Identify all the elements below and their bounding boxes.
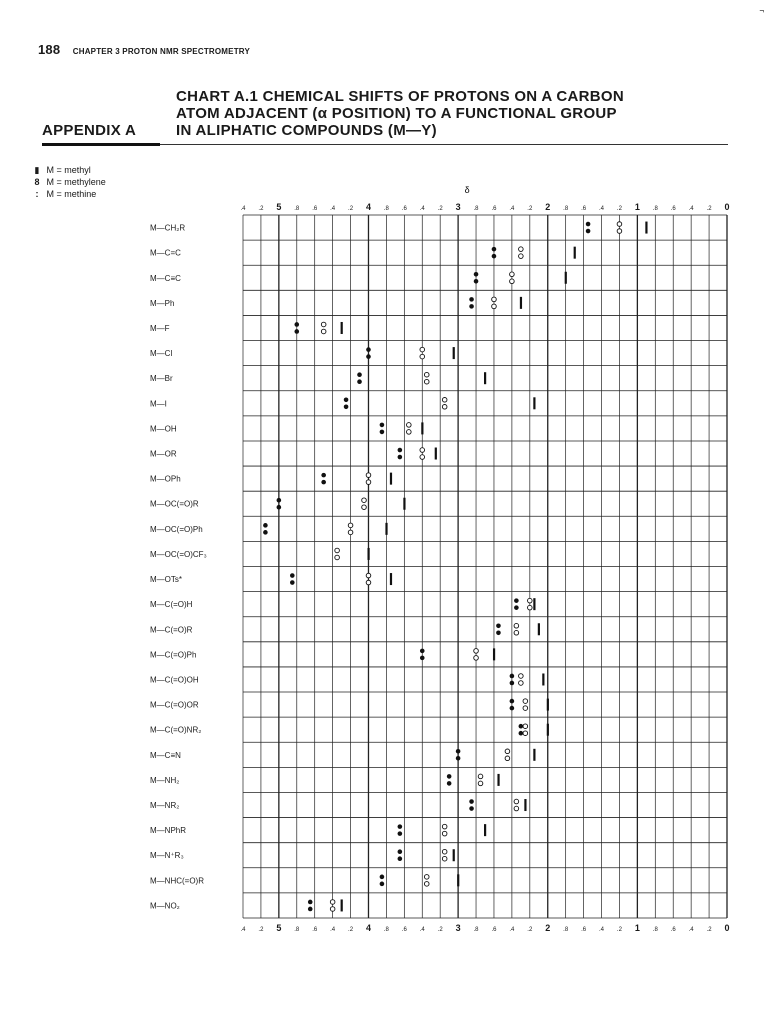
methylene-marker [348, 530, 353, 535]
tick-label: 5 [276, 202, 282, 212]
tick-label: .4 [240, 927, 246, 933]
tick-label: .6 [670, 927, 676, 933]
methine-marker [510, 674, 515, 679]
methine-marker [290, 573, 295, 578]
row-label: M—OPh [150, 474, 181, 484]
methine-marker [290, 580, 295, 585]
methine-marker [469, 297, 474, 302]
row-label: M—NR₂ [150, 801, 180, 811]
methine-marker [514, 598, 519, 603]
tick-label: .4 [509, 927, 515, 933]
methyl-marker [538, 623, 540, 635]
methine-marker [510, 706, 515, 711]
methine-marker [344, 398, 349, 403]
row-label: M—C=C [150, 248, 181, 258]
methylene-marker-icon: 8 [34, 177, 40, 187]
tick-label: 2 [545, 923, 551, 933]
methylene-marker [514, 799, 519, 804]
methine-marker [510, 699, 515, 704]
row-label: M—C(=O)H [150, 600, 193, 610]
tick-label: .4 [599, 927, 605, 933]
row-label: M—OC(=O)R [150, 499, 199, 509]
methyl-marker [367, 548, 369, 560]
row-label: M—C(=O)OH [150, 675, 199, 685]
methyl-marker [341, 899, 343, 911]
methylene-marker [442, 824, 447, 829]
methine-marker [469, 304, 474, 309]
methine-marker [380, 882, 385, 887]
row-label: M—Cl [150, 349, 173, 359]
methylene-marker [617, 229, 622, 234]
methyl-marker [497, 774, 499, 786]
methylene-marker [407, 430, 412, 435]
methylene-marker [510, 279, 515, 284]
corner-mark: ¬ [759, 6, 764, 15]
legend-text: M = methyl [46, 165, 91, 175]
tick-label: 5 [276, 923, 282, 933]
tick-label: .2 [348, 206, 354, 212]
methylene-marker [366, 580, 371, 585]
row-label: M—C≡N [150, 750, 181, 760]
methyl-marker [435, 448, 437, 460]
methylene-marker [523, 699, 528, 704]
methine-marker [469, 799, 474, 804]
tick-label: .6 [312, 206, 318, 212]
methine-marker [263, 530, 268, 535]
methyl-marker [453, 347, 455, 359]
tick-label: .6 [401, 206, 407, 212]
methine-marker [366, 354, 371, 359]
methylene-marker [523, 724, 528, 729]
row-label: M—I [150, 399, 167, 409]
methylene-marker [407, 423, 412, 428]
row-label: M—C(=O)Ph [150, 650, 197, 660]
methyl-marker [542, 673, 544, 685]
methylene-marker [492, 304, 497, 309]
title-line-3: IN ALIPHATIC COMPOUNDS (M—Y) [176, 122, 437, 139]
axis-symbol: δ [464, 185, 470, 195]
methyl-marker [547, 724, 549, 736]
methylene-marker [420, 455, 425, 460]
methyl-marker [403, 498, 405, 510]
methine-marker [398, 831, 403, 836]
methylene-marker [505, 756, 510, 761]
methylene-marker [330, 900, 335, 905]
tick-label: .2 [437, 206, 443, 212]
tick-label: 2 [545, 202, 551, 212]
methyl-marker [457, 874, 459, 886]
methine-marker [447, 774, 452, 779]
title-line-2: ATOM ADJACENT (α POSITION) TO A FUNCTIONAL GROUP [176, 105, 617, 122]
tick-label: .4 [240, 206, 246, 212]
methylene-marker [519, 681, 524, 686]
methine-marker [447, 781, 452, 786]
methine-marker [456, 749, 461, 754]
methylene-marker [362, 505, 367, 510]
methine-marker [263, 523, 268, 528]
tick-label: .2 [616, 206, 622, 212]
tick-label: .8 [652, 927, 658, 933]
tick-label: .8 [563, 206, 569, 212]
methylene-marker [420, 354, 425, 359]
methine-marker [519, 724, 524, 729]
methine-marker [398, 448, 403, 453]
methylene-marker [519, 674, 524, 679]
methine-marker [586, 229, 591, 234]
row-label: M—OC(=O)Ph [150, 524, 203, 534]
row-label: M—Ph [150, 298, 175, 308]
row-label: M—OH [150, 424, 177, 434]
methylene-marker [510, 272, 515, 277]
methylene-marker [523, 731, 528, 736]
legend-text: M = methylene [46, 177, 106, 187]
methyl-marker [484, 824, 486, 836]
appendix-label: APPENDIX A [42, 122, 137, 139]
methine-marker [474, 279, 479, 284]
row-label: M—F [150, 323, 170, 333]
tick-label: .2 [437, 927, 443, 933]
tick-label: .2 [616, 927, 622, 933]
methylene-marker [362, 498, 367, 503]
tick-label: .2 [706, 927, 712, 933]
methine-marker [492, 254, 497, 259]
methylene-marker [478, 781, 483, 786]
row-label: M—NPhR [150, 826, 187, 836]
tick-label: .2 [706, 206, 712, 212]
row-label: M—C(=O)NR₂ [150, 725, 202, 735]
methyl-marker [524, 799, 526, 811]
tick-label: .8 [294, 206, 300, 212]
methyl-marker [484, 372, 486, 384]
methine-marker [586, 222, 591, 227]
methyl-marker [520, 297, 522, 309]
methyl-marker [533, 749, 535, 761]
methine-marker [469, 806, 474, 811]
row-label: M—N⁺R₃ [150, 851, 184, 861]
methylene-marker [424, 875, 429, 880]
page-number: 188 [38, 42, 61, 57]
tick-label: .6 [401, 927, 407, 933]
tick-label: .2 [527, 206, 533, 212]
tick-label: .8 [652, 206, 658, 212]
tick-label: .8 [473, 206, 479, 212]
row-label: M—C(=O)OR [150, 700, 199, 710]
tick-label: .6 [491, 927, 497, 933]
methyl-marker [533, 598, 535, 610]
methine-marker [492, 247, 497, 252]
methyl-marker [574, 247, 576, 259]
methine-marker [420, 656, 425, 661]
tick-label: .8 [383, 927, 389, 933]
methylene-marker [420, 448, 425, 453]
methine-marker [308, 907, 313, 912]
row-label: M—C≡C [150, 273, 181, 283]
methyl-marker [565, 272, 567, 284]
methine-marker [380, 875, 385, 880]
row-label: M—OTs* [150, 575, 182, 585]
methyl-marker [645, 222, 647, 234]
methine-marker [398, 856, 403, 861]
tick-label: 1 [634, 923, 640, 933]
methine-marker [510, 681, 515, 686]
methylene-marker [366, 473, 371, 478]
tick-label: .6 [670, 206, 676, 212]
tick-label: .2 [258, 927, 264, 933]
methylene-marker [442, 831, 447, 836]
methine-marker [294, 329, 299, 334]
tick-label: .6 [581, 927, 587, 933]
methine-marker-icon: : [35, 189, 39, 199]
methylene-marker [474, 656, 479, 661]
tick-label: .4 [688, 206, 694, 212]
methylene-marker [321, 329, 326, 334]
tick-label: .8 [294, 927, 300, 933]
methylene-marker [424, 372, 429, 377]
methylene-marker [442, 856, 447, 861]
methine-marker [519, 731, 524, 736]
methine-marker [357, 372, 362, 377]
tick-label: 4 [365, 202, 371, 212]
methylene-marker [514, 806, 519, 811]
tick-label: .6 [312, 927, 318, 933]
methylene-marker [420, 347, 425, 352]
methine-marker [294, 322, 299, 327]
methylene-marker [335, 548, 340, 553]
methine-marker [496, 630, 501, 635]
methine-marker [398, 824, 403, 829]
methylene-marker [442, 398, 447, 403]
methine-marker [380, 423, 385, 428]
tick-label: .8 [473, 927, 479, 933]
methylene-marker [366, 573, 371, 578]
methylene-marker [442, 405, 447, 410]
tick-label: .2 [348, 927, 354, 933]
tick-label: .6 [581, 206, 587, 212]
methine-marker [277, 505, 282, 510]
methylene-marker [523, 706, 528, 711]
methyl-marker [533, 397, 535, 409]
tick-label: 3 [455, 202, 461, 212]
methine-marker [496, 623, 501, 628]
row-label: M—NO₂ [150, 901, 180, 911]
tick-label: .2 [527, 927, 533, 933]
methylene-marker [514, 630, 519, 635]
tick-label: 0 [724, 923, 730, 933]
methine-marker [366, 347, 371, 352]
methylene-marker [424, 882, 429, 887]
row-label: M—NHC(=O)R [150, 876, 204, 886]
methylene-marker [321, 322, 326, 327]
methyl-marker [421, 422, 423, 434]
tick-label: 0 [724, 202, 730, 212]
methyl-marker [385, 523, 387, 535]
methine-marker [380, 430, 385, 435]
methyl-marker [390, 473, 392, 485]
tick-label: 1 [634, 202, 640, 212]
methylene-marker [617, 222, 622, 227]
methyl-marker [453, 849, 455, 861]
row-label: M—CH₂R [150, 223, 186, 233]
methylene-marker [348, 523, 353, 528]
running-head-text: CHAPTER 3 PROTON NMR SPECTROMETRY [72, 47, 251, 56]
row-label: M—OR [150, 449, 177, 459]
methylene-marker [519, 254, 524, 259]
tick-label: .4 [330, 206, 336, 212]
methyl-marker [493, 648, 495, 660]
tick-label: .4 [419, 206, 425, 212]
methyl-marker-icon: ▮ [34, 165, 40, 175]
tick-label: 4 [365, 923, 371, 933]
tick-label: 3 [455, 923, 461, 933]
methine-marker [398, 849, 403, 854]
legend-text: M = methine [46, 189, 97, 199]
methyl-marker [341, 322, 343, 334]
methine-marker [514, 605, 519, 610]
methine-marker [420, 649, 425, 654]
methylene-marker [442, 849, 447, 854]
methylene-marker [330, 907, 335, 912]
methyl-marker [390, 573, 392, 585]
tick-label: .8 [563, 927, 569, 933]
methylene-marker [528, 605, 533, 610]
methylene-marker [492, 297, 497, 302]
tick-label: .2 [258, 206, 264, 212]
tick-label: .6 [491, 206, 497, 212]
tick-label: .4 [419, 927, 425, 933]
methylene-marker [505, 749, 510, 754]
methine-marker [321, 473, 326, 478]
tick-label: .4 [688, 927, 694, 933]
methylene-marker [478, 774, 483, 779]
tick-label: .4 [509, 206, 515, 212]
methine-marker [398, 455, 403, 460]
methylene-marker [424, 379, 429, 384]
row-label: M—OC(=O)CF₃ [150, 549, 207, 559]
methine-marker [344, 405, 349, 410]
methine-marker [321, 480, 326, 485]
methylene-marker [335, 555, 340, 560]
methine-marker [474, 272, 479, 277]
row-label: M—NH₂ [150, 775, 180, 785]
methylene-marker [474, 649, 479, 654]
methine-marker [277, 498, 282, 503]
methyl-marker [547, 699, 549, 711]
methylene-marker [519, 247, 524, 252]
methine-marker [308, 900, 313, 905]
methine-marker [456, 756, 461, 761]
methylene-marker [528, 598, 533, 603]
tick-label: .4 [330, 927, 336, 933]
title-line-1: CHART A.1 CHEMICAL SHIFTS OF PROTONS ON A CARBON [176, 88, 625, 105]
row-label: M—Br [150, 374, 173, 384]
row-label: M—C(=O)R [150, 625, 193, 635]
tick-label: .4 [599, 206, 605, 212]
methylene-marker [514, 623, 519, 628]
methylene-marker [366, 480, 371, 485]
methine-marker [357, 379, 362, 384]
tick-label: .8 [383, 206, 389, 212]
